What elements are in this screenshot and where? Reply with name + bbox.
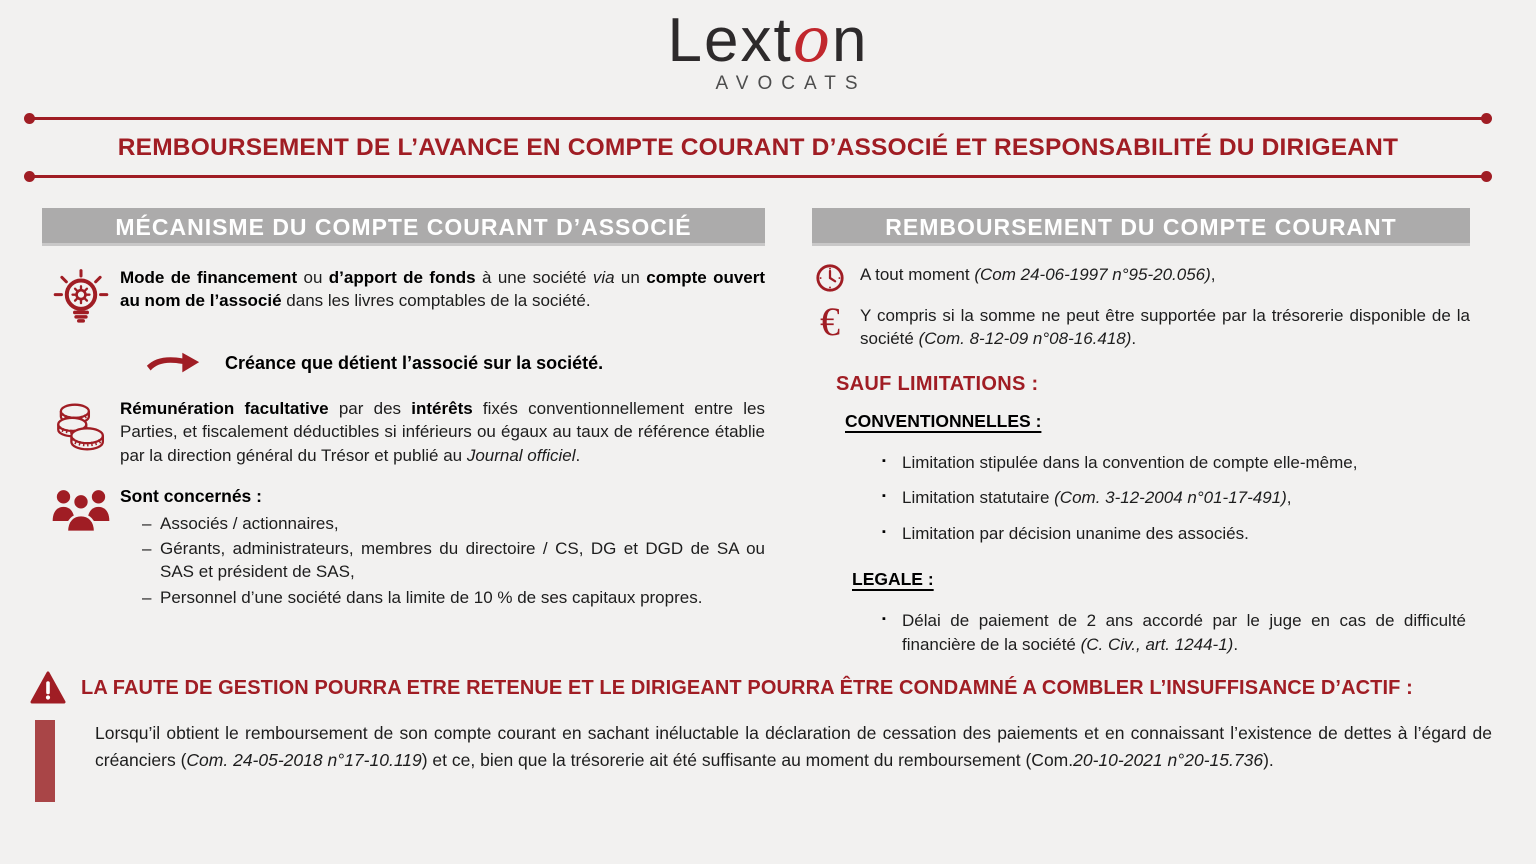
list-item: – Gérants, administrateurs, membres du directoire / CS, DG et DGD de SA ou SAS et président de SAS,	[142, 538, 765, 582]
arrow-note-text: Créance que détient l’associé sur la société.	[225, 352, 604, 373]
list-item: – Personnel d’une société dans la limite de 10 % de ses capitaux propres.	[142, 587, 703, 607]
right-panel	[812, 208, 1470, 668]
remuneration-row	[42, 397, 765, 467]
anytime-row	[812, 263, 1470, 293]
left-panel-header: MÉCANISME DU COMPTE COURANT D’ASSOCIÉ	[42, 208, 765, 246]
arrow-note-row	[145, 349, 765, 377]
people-group-icon	[42, 484, 120, 609]
list-item: ▪ Limitation statutaire (Com. 3-12-2004 n°01-17-491),	[882, 488, 1292, 508]
logo-part2: n	[832, 6, 869, 75]
euro-icon	[812, 299, 848, 351]
legal-title: LEGALE :	[852, 569, 934, 590]
logo-subtitle: AVOCATS	[715, 73, 867, 95]
remuneration-text: Rémunération facultative par des intérêts fixés conventionnellement entre les Parties, et fiscalement déductibles si inférieurs ou égaux au taux de référence établie par la direction général du Trésor et publié au Journal officiel.	[120, 399, 765, 465]
coins-icon	[42, 397, 120, 467]
list-item: – Associés / actionnaires,	[142, 513, 339, 533]
concerned-title: Sont concernés :	[120, 486, 262, 507]
including-text: Y compris si la somme ne peut être supportée par la trésorerie disponible de la société (Com. 8-12-09 n°08-16.418).	[860, 306, 1470, 349]
right-panel-header: REMBOURSEMENT DU COMPTE COURANT	[812, 208, 1470, 246]
euro-glyph: €	[820, 299, 840, 344]
warning-row	[30, 671, 1512, 705]
including-row	[812, 299, 1470, 351]
left-panel	[42, 208, 765, 609]
list-item: ▪ Limitation stipulée dans la convention de compte elle-même,	[882, 452, 1358, 472]
warning-triangle-icon	[30, 671, 66, 705]
arrow-right-icon	[145, 349, 201, 377]
financing-row	[42, 266, 765, 332]
note-accent-bar	[35, 720, 55, 802]
page-title: REMBOURSEMENT DE L’AVANCE EN COMPTE COURANT D’ASSOCIÉ ET RESPONSABILITÉ DU DIRIGEANT	[117, 134, 1399, 161]
concerned-list	[120, 512, 765, 610]
lightbulb-gear-icon	[42, 266, 120, 332]
logo-accent-letter: o	[792, 3, 833, 76]
note-text: Lorsqu’il obtient le remboursement de son compte courant en sachant inéluctable la déclaration de cessation des paiements et en connaissant l’existence de dettes à l’égard de créanciers (Com. 24-05-2018 n°17-10.119) et ce, bien que la trésorerie ait été suffisante au moment du remboursement (Com.20-10-2021 n°20-15.736).	[95, 723, 1492, 770]
list-item: ▪ Limitation par décision unanime des associés.	[882, 523, 1249, 543]
legal-list	[882, 609, 1470, 656]
financing-text: Mode de financement ou d’apport de fonds à une société via un compte ouvert au nom de l’associé dans les livres comptables de la société.	[120, 268, 766, 311]
concerned-row	[42, 484, 765, 609]
logo-wordmark	[667, 3, 869, 76]
title-rule-top	[28, 117, 1488, 120]
limitations-title: SAUF LIMITATIONS :	[836, 372, 1039, 395]
anytime-text: A tout moment (Com 24-06-1997 n°95-20.056),	[860, 265, 1216, 284]
title-block	[28, 117, 1488, 178]
bottom-note	[35, 720, 1492, 802]
conventional-list	[882, 451, 1470, 545]
concerned-block	[120, 484, 765, 609]
warning-title: LA FAUTE DE GESTION POURRA ETRE RETENUE ET LE DIRIGEANT POURRA ÊTRE CONDAMNÉ A COMBLER L’INSUFFISANCE D’ACTIF :	[81, 676, 1413, 699]
lexton-logo	[667, 3, 869, 95]
list-item: ▪ Délai de paiement de 2 ans accordé par le juge en cas de difficulté financière de la société (C. Civ., art. 1244-1).	[882, 611, 1466, 654]
clock-icon	[812, 263, 848, 293]
title-rule-bottom	[28, 175, 1488, 178]
logo-part1: Lext	[667, 6, 793, 75]
conventional-title: CONVENTIONNELLES :	[845, 410, 1042, 431]
